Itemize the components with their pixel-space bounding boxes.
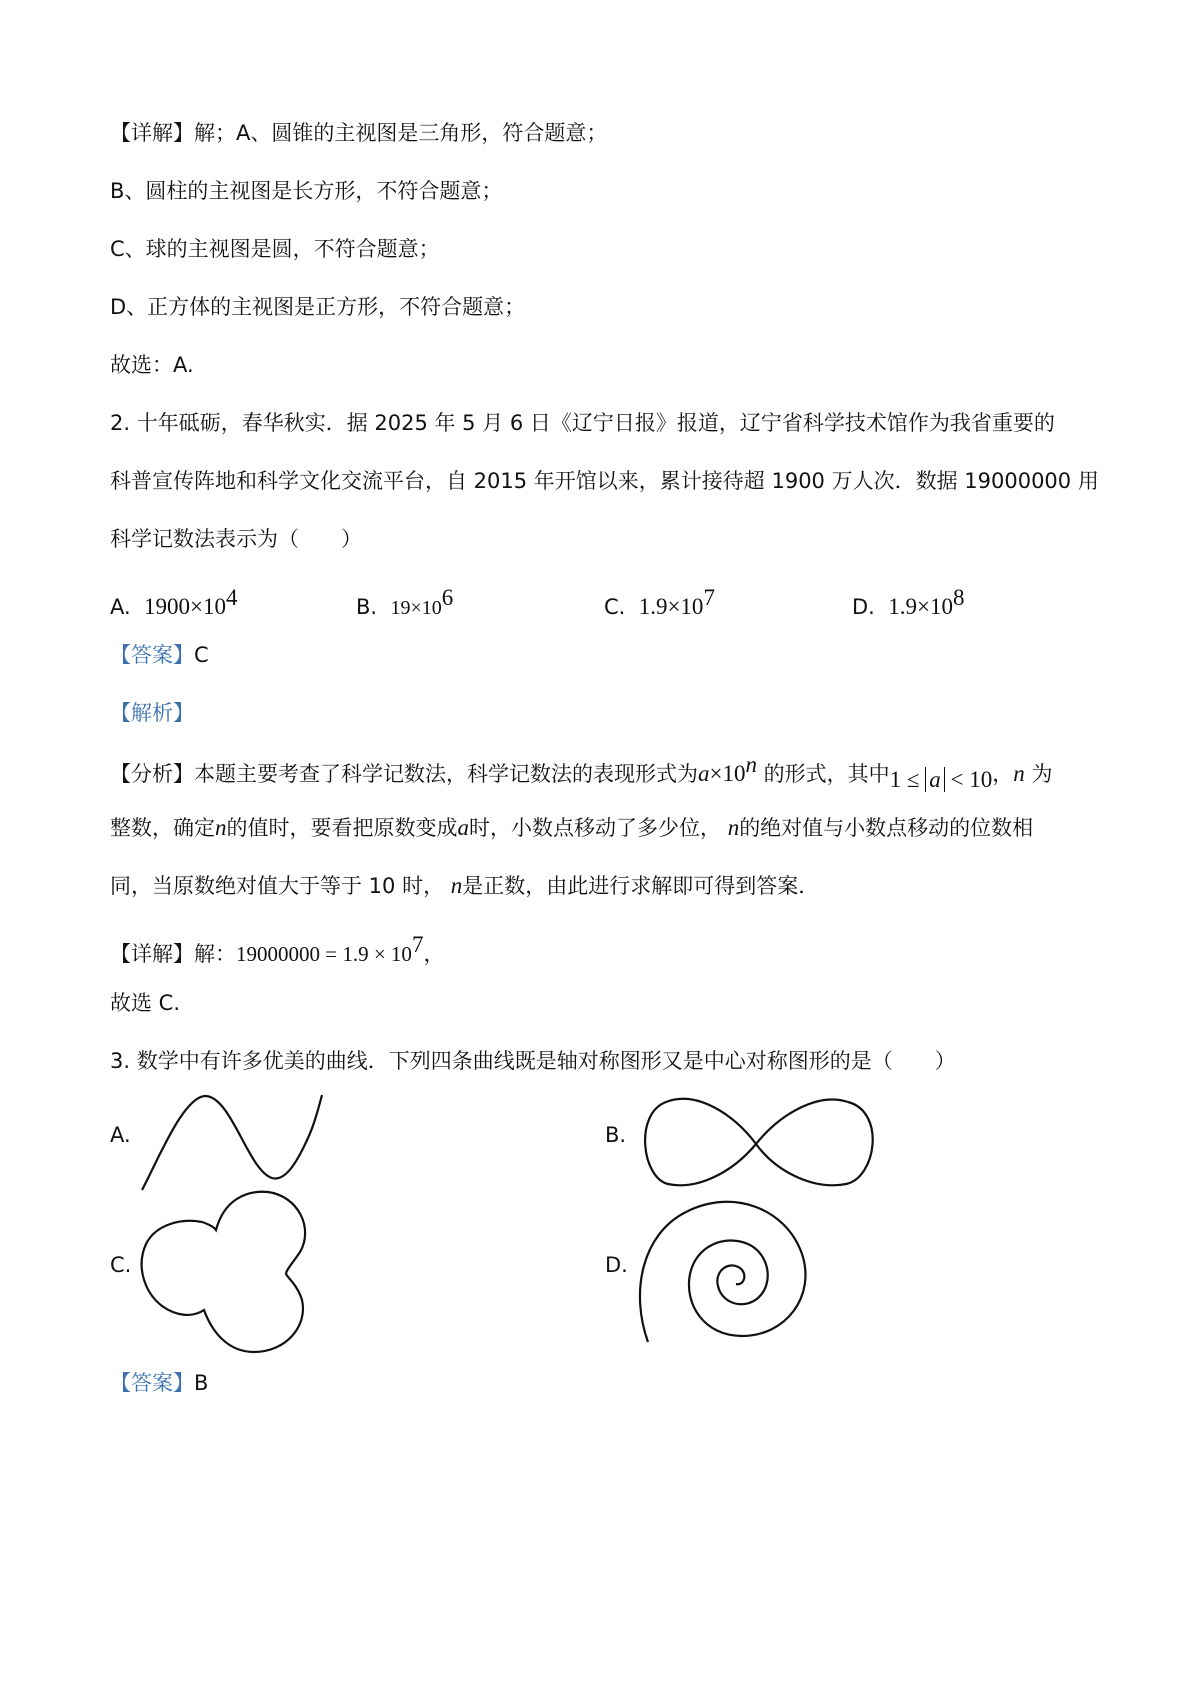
detail-text: 解；A、圆锥的主视图是三角形，符合题意；	[194, 121, 608, 145]
detail-tag: 【详解】	[110, 942, 194, 966]
option-exponent: 8	[952, 585, 965, 610]
var-n: n	[727, 815, 740, 840]
trefoil-curve-icon	[136, 1182, 326, 1362]
answer-tag: 【答案】	[110, 1371, 194, 1395]
q2-option-c	[604, 583, 715, 622]
q2-analysis-tag	[110, 698, 194, 728]
q2-choose: 故选 C.	[110, 991, 181, 1015]
option-formula: 1.9×10	[638, 594, 704, 619]
answer-value: C	[194, 643, 209, 667]
option-exponent: 6	[441, 585, 454, 610]
abs-a	[925, 767, 945, 792]
option-exponent: 4	[226, 585, 238, 610]
q3-option-b-letter: B.	[605, 1123, 627, 1147]
solution1-line-b: B、圆柱的主视图是长方形，不符合题意；	[110, 179, 503, 203]
option-letter: A.	[110, 595, 131, 619]
q2-option-a	[110, 583, 238, 622]
detail-tag: 【详解】	[110, 121, 194, 145]
analysis-tag: 【解析】	[110, 701, 194, 725]
q2-line2: 科普宣传阵地和科学文化交流平台，自 2015 年开馆以来，累计接待超 1900 万人次．数据 19000000 用	[110, 469, 1099, 493]
detail-formula: 19000000 = 1.9 × 10	[236, 942, 412, 966]
q2-analysis-line2	[110, 813, 1033, 843]
analysis-text: 本题主要考查了科学记数法，科学记数法的表现形式为	[194, 762, 698, 786]
analysis-text: 时，小数点移动了多少位，	[469, 816, 721, 840]
option-formula: 1.9×10	[888, 594, 953, 619]
analysis-text: 为	[1024, 762, 1053, 786]
var-n: n	[1013, 761, 1025, 786]
q2-option-b	[356, 583, 453, 623]
analysis-text: 同，当原数绝对值大于等于 10 时，	[110, 874, 445, 898]
q2-analysis-line3	[110, 871, 819, 901]
var-n: n	[215, 815, 227, 840]
formula-a: a	[698, 761, 710, 786]
analysis-text: ，	[992, 762, 1014, 786]
q3-option-c-letter: C.	[110, 1253, 132, 1277]
q2-line1: 2. 十年砥砺，春华秋实．据 2025 年 5 月 6 日《辽宁日报》报道，辽宁省科学技术馆作为我省重要的	[110, 411, 1055, 435]
q2-answer	[110, 640, 209, 670]
analysis-text: 的形式，其中	[763, 762, 890, 786]
ineq-right: < 10	[944, 767, 993, 792]
var-n: n	[450, 873, 463, 898]
spiral-curve-icon	[636, 1184, 826, 1354]
option-exponent: 7	[703, 585, 715, 610]
analysis-text: 整数，确定	[110, 816, 215, 840]
option-letter: B.	[356, 595, 378, 619]
q3-option-a-letter: A.	[110, 1123, 131, 1147]
detail-exponent: 7	[411, 932, 424, 957]
ineq-left: 1 ≤	[889, 767, 926, 792]
analysis-text: 是正数，由此进行求解即可得到答案．	[462, 874, 820, 898]
inequality	[890, 767, 993, 792]
solution1-line-d: D、正方体的主视图是正方形，不符合题意；	[110, 295, 526, 319]
option-formula: 19×10	[390, 597, 442, 619]
analysis-text: 的值时，要看把原数变成	[226, 816, 458, 840]
answer-tag: 【答案】	[110, 643, 194, 667]
solution1-choose: 故选：A.	[110, 353, 194, 377]
analysis-text: 的绝对值与小数点移动的位数相	[739, 816, 1034, 840]
q2-line3: 科学记数法表示为（ ）	[110, 527, 362, 551]
solution1-detail	[110, 118, 607, 148]
q2-detail	[110, 930, 444, 969]
formula-n: n	[745, 752, 757, 777]
ineq-a: a	[929, 767, 941, 792]
q2-option-d	[852, 583, 964, 622]
q3-question: 3. 数学中有许多优美的曲线．下列四条曲线既是轴对称图形又是中心对称图形的是（ ）	[110, 1049, 956, 1073]
q2-analysis-line1	[110, 750, 1053, 792]
q3-answer	[110, 1368, 208, 1398]
var-a: a	[457, 815, 469, 840]
analysis-label: 【分析】	[110, 762, 194, 786]
q3-option-d-letter: D.	[605, 1253, 628, 1277]
option-letter: D.	[852, 595, 875, 619]
formula-x10: ×10	[709, 761, 746, 786]
answer-value: B	[194, 1371, 209, 1395]
option-formula: 1900×10	[144, 594, 227, 619]
option-letter: C.	[604, 595, 626, 619]
solution1-line-c: C、球的主视图是圆，不符合题意；	[110, 237, 440, 261]
detail-suffix: ，	[423, 942, 445, 966]
detail-prefix: 解：	[194, 942, 236, 966]
